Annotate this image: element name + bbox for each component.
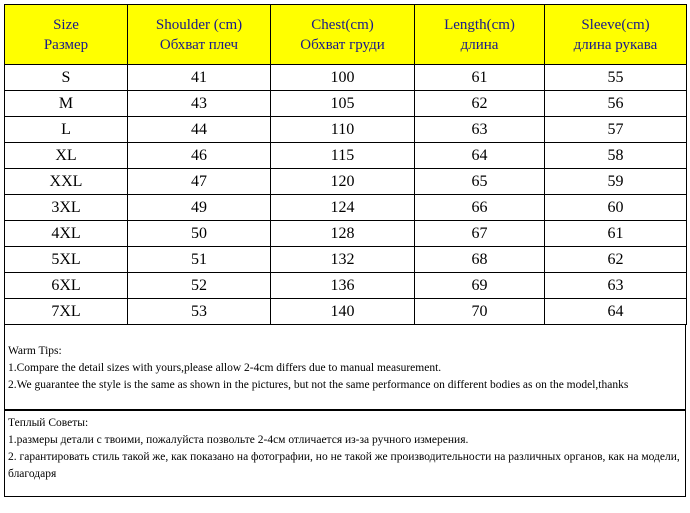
cell-sleeve: 59 bbox=[545, 169, 687, 195]
warm-tips-ru-line-1: 1.размеры детали с твоими, пожалуйста позвольте 2-4см отличается из-за ручного измерения. bbox=[8, 434, 469, 446]
cell-shoulder: 49 bbox=[128, 195, 271, 221]
header-size-ru: Размер bbox=[43, 36, 89, 53]
header-shoulder bbox=[128, 5, 271, 65]
cell-length: 66 bbox=[415, 195, 545, 221]
warm-tips-ru-title: Теплый Советы: bbox=[8, 417, 89, 429]
warm-tips-title: Warm Tips: bbox=[8, 345, 62, 357]
cell-sleeve: 56 bbox=[545, 91, 687, 117]
header-size bbox=[5, 5, 128, 65]
header-row bbox=[5, 5, 687, 65]
cell-sleeve: 58 bbox=[545, 143, 687, 169]
header-shoulder-ru: Обхват плеч bbox=[159, 36, 239, 53]
table-row bbox=[5, 195, 687, 221]
header-length bbox=[415, 5, 545, 65]
cell-size: XL bbox=[5, 143, 128, 169]
cell-chest: 105 bbox=[271, 91, 415, 117]
size-table bbox=[4, 4, 687, 325]
cell-chest: 128 bbox=[271, 221, 415, 247]
cell-chest: 136 bbox=[271, 273, 415, 299]
cell-length: 67 bbox=[415, 221, 545, 247]
cell-shoulder: 46 bbox=[128, 143, 271, 169]
cell-chest: 110 bbox=[271, 117, 415, 143]
cell-chest: 115 bbox=[271, 143, 415, 169]
header-length-en: Length(cm) bbox=[444, 16, 515, 33]
cell-sleeve: 55 bbox=[545, 65, 687, 91]
cell-size: L bbox=[5, 117, 128, 143]
cell-shoulder: 53 bbox=[128, 299, 271, 325]
cell-sleeve: 64 bbox=[545, 299, 687, 325]
cell-length: 65 bbox=[415, 169, 545, 195]
cell-length: 70 bbox=[415, 299, 545, 325]
table-row bbox=[5, 221, 687, 247]
header-shoulder-en: Shoulder (cm) bbox=[155, 16, 243, 33]
cell-size: 3XL bbox=[5, 195, 128, 221]
header-sleeve-ru: длина рукава bbox=[573, 36, 658, 53]
cell-chest: 124 bbox=[271, 195, 415, 221]
table-row bbox=[5, 169, 687, 195]
header-sleeve bbox=[545, 5, 687, 65]
cell-shoulder: 41 bbox=[128, 65, 271, 91]
cell-size: 4XL bbox=[5, 221, 128, 247]
cell-length: 62 bbox=[415, 91, 545, 117]
cell-sleeve: 61 bbox=[545, 221, 687, 247]
cell-sleeve: 57 bbox=[545, 117, 687, 143]
header-size-en: Size bbox=[53, 16, 79, 33]
cell-length: 69 bbox=[415, 273, 545, 299]
cell-shoulder: 51 bbox=[128, 247, 271, 273]
warm-tips-russian bbox=[4, 410, 686, 497]
table-row bbox=[5, 117, 687, 143]
cell-length: 64 bbox=[415, 143, 545, 169]
header-length-ru: длина bbox=[460, 36, 499, 53]
cell-size: XXL bbox=[5, 169, 128, 195]
cell-chest: 132 bbox=[271, 247, 415, 273]
cell-chest: 120 bbox=[271, 169, 415, 195]
cell-length: 63 bbox=[415, 117, 545, 143]
cell-size: 5XL bbox=[5, 247, 128, 273]
cell-size: M bbox=[5, 91, 128, 117]
table-row bbox=[5, 91, 687, 117]
warm-tips-english bbox=[4, 325, 686, 410]
header-chest bbox=[271, 5, 415, 65]
cell-shoulder: 50 bbox=[128, 221, 271, 247]
warm-tips-ru-line-2: 2. гарантировать стиль такой же, как показано на фотографии, но не такой же производительности на различных органов, как на модели, благодаря bbox=[8, 451, 680, 480]
table-row bbox=[5, 299, 687, 325]
table-row bbox=[5, 273, 687, 299]
cell-chest: 140 bbox=[271, 299, 415, 325]
warm-tips-line-2: 2.We guarantee the style is the same as shown in the pictures, but not the same performance on different bodies as on the model,thanks bbox=[8, 379, 629, 391]
cell-chest: 100 bbox=[271, 65, 415, 91]
header-sleeve-en: Sleeve(cm) bbox=[581, 16, 650, 33]
header-chest-en: Chest(cm) bbox=[311, 16, 374, 33]
cell-size: 6XL bbox=[5, 273, 128, 299]
cell-shoulder: 43 bbox=[128, 91, 271, 117]
table-row bbox=[5, 143, 687, 169]
cell-shoulder: 47 bbox=[128, 169, 271, 195]
cell-size: 7XL bbox=[5, 299, 128, 325]
table-row bbox=[5, 65, 687, 91]
cell-sleeve: 63 bbox=[545, 273, 687, 299]
cell-shoulder: 52 bbox=[128, 273, 271, 299]
cell-shoulder: 44 bbox=[128, 117, 271, 143]
warm-tips-line-1: 1.Compare the detail sizes with yours,please allow 2-4cm differs due to manual measurement. bbox=[8, 362, 442, 374]
cell-sleeve: 60 bbox=[545, 195, 687, 221]
table-row bbox=[5, 247, 687, 273]
cell-length: 61 bbox=[415, 65, 545, 91]
size-chart bbox=[4, 4, 686, 497]
cell-size: S bbox=[5, 65, 128, 91]
header-chest-ru: Обхват груди bbox=[300, 36, 385, 53]
cell-length: 68 bbox=[415, 247, 545, 273]
cell-sleeve: 62 bbox=[545, 247, 687, 273]
